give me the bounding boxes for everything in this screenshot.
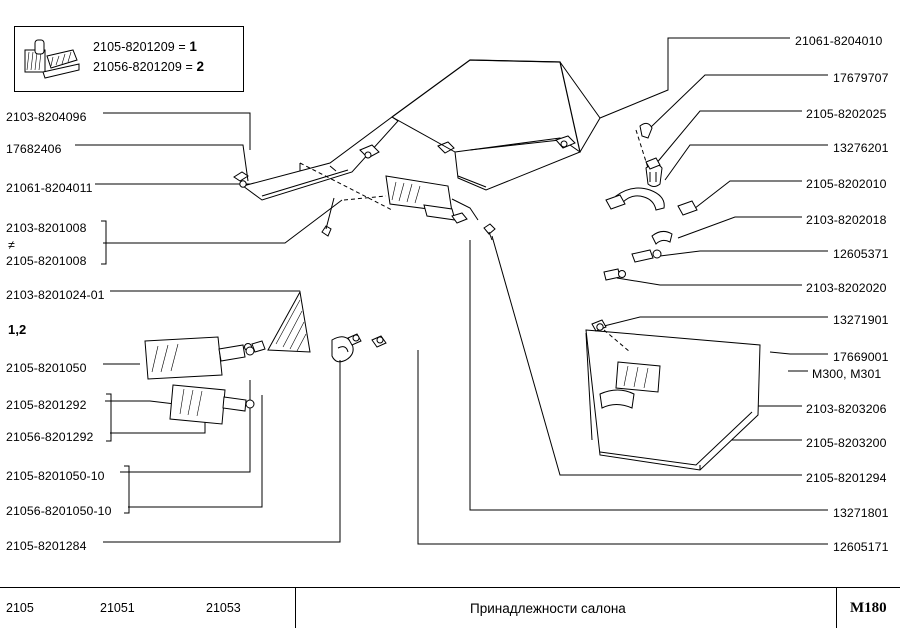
part-label-2105-8201284: 2105-8201284	[6, 539, 87, 553]
legend-code-2: 21056-8201209	[93, 60, 182, 74]
part-label-2105-8201294: 2105-8201294	[806, 471, 887, 485]
part-label-21056-8201292: 21056-8201292	[6, 430, 94, 444]
part-label-2105-8202010: 2105-8202010	[806, 177, 887, 191]
part-label-2105-8201008: 2105-8201008	[6, 254, 87, 268]
legend-row-1	[93, 37, 204, 57]
footer-page-code: M180	[850, 599, 887, 616]
footer-model-1: 2105	[6, 601, 34, 615]
part-label-13271901: 13271901	[833, 313, 889, 327]
legend-box	[14, 26, 244, 92]
part-label-17679707: 17679707	[833, 71, 889, 85]
part-label-2103-8201024-01: 2103-8201024-01	[6, 288, 105, 302]
part-label-21061-8204010: 21061-8204010	[795, 34, 883, 48]
legend-eq-2: =	[185, 60, 193, 74]
part-label-2103-8202020: 2103-8202020	[806, 281, 887, 295]
mirror-pair-icon	[21, 34, 83, 82]
part-label-2105-8201050: 2105-8201050	[6, 361, 87, 375]
legend-num-2: 2	[196, 59, 205, 74]
part-label-12605171: 12605171	[833, 540, 889, 554]
part-label-1-2: 1,2	[8, 322, 27, 337]
part-label-13271801: 13271801	[833, 506, 889, 520]
part-label-2103-8201008: 2103-8201008	[6, 221, 87, 235]
part-label-2105-8202025: 2105-8202025	[806, 107, 887, 121]
part-label-not-equal: ≠	[8, 238, 15, 252]
legend-num-1: 1	[189, 39, 198, 54]
footer-divider-left	[295, 588, 296, 628]
part-label-21061-8204011: 21061-8204011	[6, 181, 93, 195]
part-label-12605371: 12605371	[833, 247, 889, 261]
part-label-2103-8203206: 2103-8203206	[806, 402, 887, 416]
legend-code-1: 2105-8201209	[93, 40, 175, 54]
footer-model-3: 21053	[206, 601, 241, 615]
footer-section-title: Принадлежности салона	[470, 600, 626, 616]
part-label-17682406: 17682406	[6, 142, 62, 156]
legend-row-2	[93, 57, 204, 77]
part-label-2105-8201292: 2105-8201292	[6, 398, 87, 412]
footer-divider-right	[836, 588, 837, 628]
part-label-21056-8201050-10: 21056-8201050-10	[6, 504, 112, 518]
footer-model-2: 21051	[100, 601, 135, 615]
part-label-2103-8204096: 2103-8204096	[6, 110, 87, 124]
part-label-2105-8203200: 2105-8203200	[806, 436, 887, 450]
part-label-2103-8202018: 2103-8202018	[806, 213, 887, 227]
part-label-2105-8201050-10: 2105-8201050-10	[6, 469, 105, 483]
part-label-17669001: 17669001	[833, 350, 889, 364]
legend-eq-1: =	[178, 40, 186, 54]
part-label-m300-m301: M300, M301	[812, 367, 882, 381]
footer-bar	[0, 587, 900, 627]
part-label-13276201: 13276201	[833, 141, 889, 155]
